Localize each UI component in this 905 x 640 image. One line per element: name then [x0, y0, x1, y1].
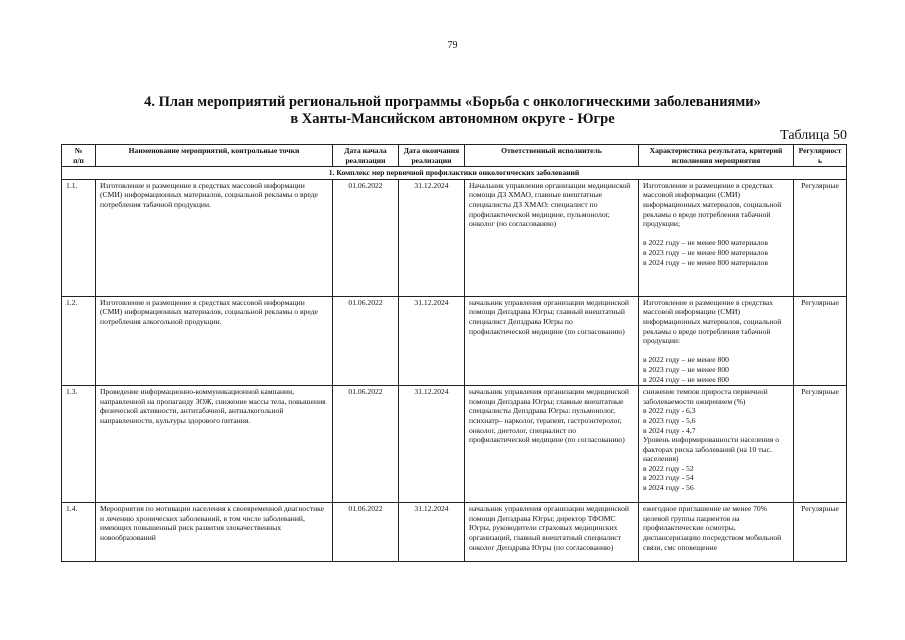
table-label: Таблица 50 [780, 128, 847, 143]
row-result [639, 503, 794, 562]
header-num-line2: п/п [73, 155, 84, 165]
title-line-1: 4. План мероприятий региональной программы «Борьба с онкологическими заболеваниями» [144, 94, 761, 110]
section-title: 1. Комплекс мер первичной профилактики онкологических заболеваний [62, 167, 847, 180]
row-end-date: 31.12.2024 [399, 179, 465, 296]
table-row [62, 386, 847, 503]
row-result [639, 386, 794, 503]
row-regularity: Регулярные [794, 503, 847, 562]
row-result-text: снижение темпов прироста первичной заболеваемости ожирением (%) в 2022 году - 6,3 в 2023 году - 5,6 в 2024 году - 4,7 Уровень информированности населения о факторах риска заболеваний (на 10 тыс. населения) в 2022 году - 52 в 2023 году - 54 в 2024 году - 56 [643, 387, 779, 493]
row-name: Изготовление и размещение в средствах массовой информации (СМИ) информационных материалов, социальной рекламы о вреде потребления табачной продукции. [96, 179, 333, 296]
row-regularity: Регулярные [794, 296, 847, 385]
page-number: 79 [447, 40, 458, 51]
header-name: Наименование мероприятий, контрольные точки [96, 145, 333, 167]
row-result-text: Изготовление и размещение в средствах массовой информации (СМИ) информационных материалов, социальной рекламы о вреде потребления табачной продукции; в 2022 году – не менее 800 материалов в 2023 году – не менее 800 материалов в 2024 году – не менее 800 материалов [643, 180, 782, 267]
row-end-date: 31.12.2024 [399, 503, 465, 562]
plan-table [61, 144, 847, 562]
section-row [62, 167, 847, 180]
row-regularity: Регулярные [794, 179, 847, 296]
row-result-text: ежегодное приглашение не менее 70% целевой группы пациентов на профилактические осмотры, диспансеризацию посредством мобильной связи, смс оповещение [643, 504, 782, 552]
header-num [62, 145, 96, 167]
header-regularity: Регулярность [794, 145, 847, 167]
row-end-date: 31.12.2024 [399, 296, 465, 385]
header-row [62, 145, 847, 167]
row-executor: начальник управления организации медицинской помощи Депздрава Югры; главные внештатные специалисты Депздрава Югры: пульмонолог, психиатр– нарколог, терапевт, гастроэнтеролог, онколог, диетолог, специалист по профилактической медицине (по согласованию) [465, 386, 639, 503]
page-title [0, 94, 905, 128]
table-row [62, 179, 847, 296]
row-name: Изготовление и размещение в средствах массовой информации (СМИ) информационных материалов, социальной рекламы о вреде потребления алкогольной продукции. [96, 296, 333, 385]
row-regularity: Регулярные [794, 386, 847, 503]
header-start-date: Дата начала реализации [333, 145, 399, 167]
title-line-2: в Ханты-Мансийском автономном округе - Югре [290, 111, 615, 127]
row-start-date: 01.06.2022 [333, 296, 399, 385]
row-executor: начальник управления организации медицинской помощи Депздрава Югры; директор ТФОМС Югры, руководители страховых медицинских организаций, главный внештатный специалист онколог Депздрава Югры (по согласованию) [465, 503, 639, 562]
header-result: Характеристика результата, критерий исполнения мероприятия [639, 145, 794, 167]
table-row [62, 503, 847, 562]
header-num-line1: № [74, 146, 83, 155]
row-num: 1.3. [62, 386, 96, 503]
row-start-date: 01.06.2022 [333, 179, 399, 296]
row-start-date: 01.06.2022 [333, 503, 399, 562]
header-executor: Ответственный исполнитель [465, 145, 639, 167]
header-end-date: Дата окончания реализации [399, 145, 465, 167]
row-name: Проведение информационно-коммуникационной кампании, направленной на пропаганду ЗОЖ, снижение массы тела, повышения физической активности, антитабачной, антиалкогольной направленности, культуры здорового питания. [96, 386, 333, 503]
row-name: Мероприятия по мотивации населения к своевременной диагностике и лечению хронических заболеваний, в том числе заболеваний, имеющих повышенный риск развития злокачественных новообразований [96, 503, 333, 562]
row-result [639, 296, 794, 385]
row-start-date: 01.06.2022 [333, 386, 399, 503]
row-result [639, 179, 794, 296]
row-executor: Начальник управления организации медицинской помощи ДЗ ХМАО, главные внештатные специалисты ДЗ ХМАО: специалист по профилактической медицине, пульмонолог, онколог (по согласованию) [465, 179, 639, 296]
row-num: 1.2. [62, 296, 96, 385]
row-result-text: Изготовление и размещение в средствах массовой информации (СМИ) информационных материалов, социальной рекламы о вреде потребления табачной продукции: в 2022 году – не менее 800 в 2023 году – не менее 800 в 2024 году – не менее 800 [643, 297, 782, 384]
row-num: 1.4. [62, 503, 96, 562]
row-executor: начальник управления организации медицинской помощи Депздрава Югры; главный внештатный специалист Депздрава Югры по профилактической медицине (по согласованию) [465, 296, 639, 385]
table-row [62, 296, 847, 385]
row-end-date: 31.12.2024 [399, 386, 465, 503]
row-num: 1.1. [62, 179, 96, 296]
